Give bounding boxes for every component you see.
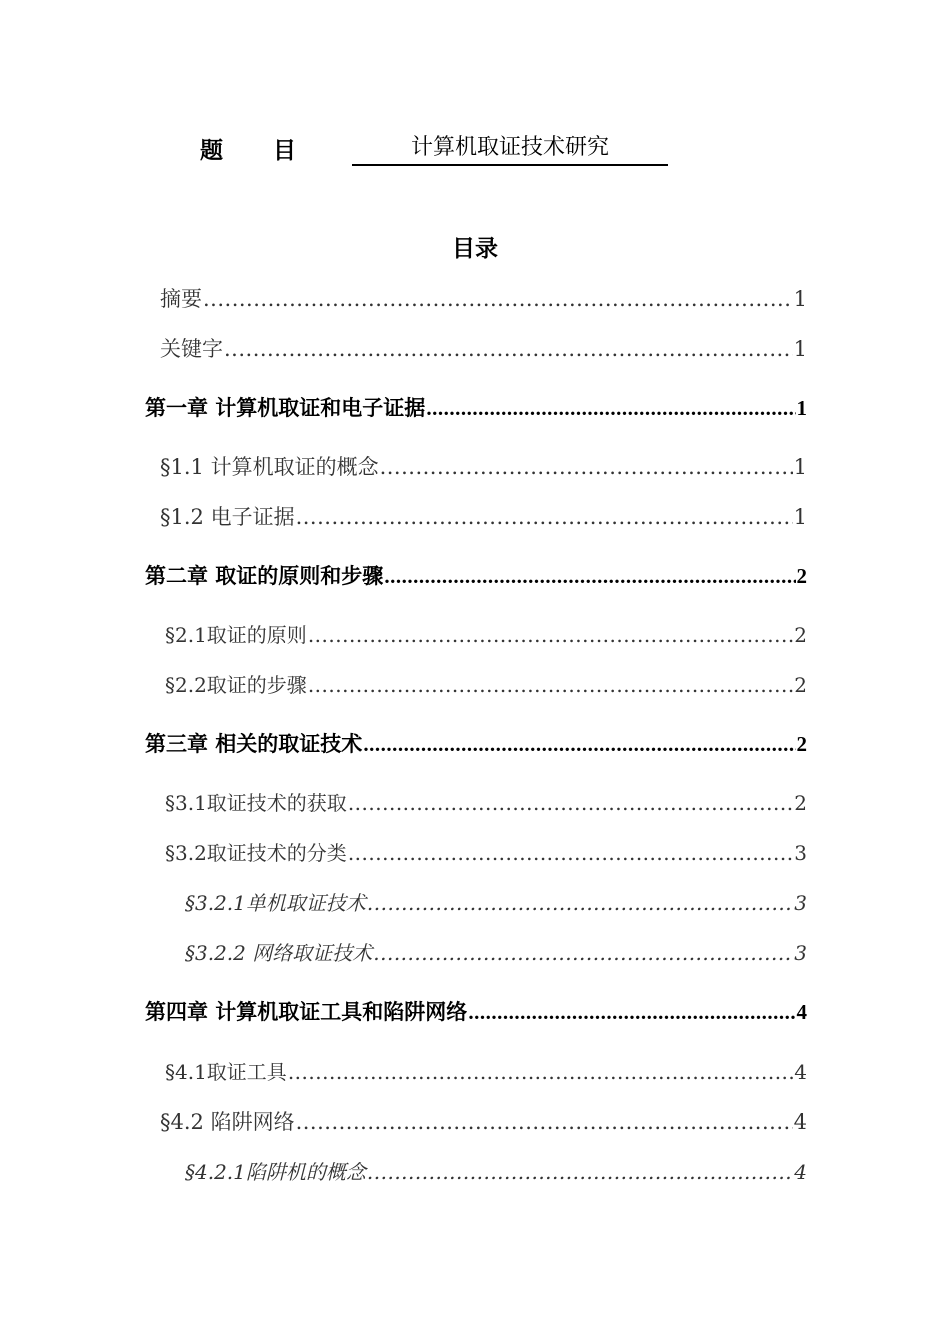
- toc-entry-chapter-1[interactable]: [145, 391, 807, 425]
- toc-entry-text: §4.2.1陷阱机的概念: [185, 1160, 366, 1184]
- title-value: 计算机取证技术研究: [352, 132, 668, 166]
- toc-entry-page: 4: [794, 1160, 807, 1184]
- toc-entry-page: 3: [794, 891, 807, 915]
- toc-entry-section-1-2[interactable]: [160, 500, 807, 534]
- toc-entry-page: 2: [796, 564, 807, 588]
- toc-leader: [308, 668, 793, 702]
- toc-entry-text: 第三章 相关的取证技术: [145, 732, 363, 756]
- title-label: 题目: [200, 138, 346, 164]
- toc-entry-page: 3: [794, 941, 807, 965]
- toc-leader: [308, 618, 793, 652]
- toc-entry-text: §2.2取证的步骤: [165, 673, 307, 697]
- toc-entry-text: §2.1取证的原则: [165, 623, 307, 647]
- toc-leader: [288, 1055, 793, 1089]
- toc-leader: [363, 727, 795, 761]
- toc-leader: [380, 450, 793, 484]
- toc-entry-chapter-3[interactable]: [145, 727, 807, 761]
- toc-entry-page: 2: [794, 673, 807, 697]
- toc-heading: 目录: [452, 236, 498, 262]
- toc-entry-text: §4.1取证工具: [165, 1060, 287, 1084]
- toc-entry-text: §4.2 陷阱网络: [160, 1110, 295, 1134]
- toc-leader: [224, 332, 793, 366]
- toc-entry-abstract[interactable]: [160, 282, 807, 316]
- toc-entry-chapter-4[interactable]: [145, 995, 807, 1029]
- toc-entry-keywords[interactable]: [160, 332, 807, 366]
- toc-entry-page: 1: [796, 396, 807, 420]
- toc-entry-text: 关键字: [160, 337, 223, 361]
- toc-leader: [348, 786, 793, 820]
- toc-entry-text: §3.1取证技术的获取: [165, 791, 347, 815]
- toc-entry-text: §3.2取证技术的分类: [165, 841, 347, 865]
- toc-entry-section-3-2-2[interactable]: [185, 936, 807, 970]
- toc-leader: [348, 836, 793, 870]
- toc-leader: [373, 936, 793, 970]
- toc-leader: [203, 282, 793, 316]
- toc-entry-chapter-2[interactable]: [145, 559, 807, 593]
- toc-entry-section-4-1[interactable]: [165, 1055, 807, 1089]
- toc-entry-page: 1: [793, 337, 807, 361]
- toc-entry-section-3-1[interactable]: [165, 786, 807, 820]
- toc-entry-section-3-2[interactable]: [165, 836, 807, 870]
- toc-entry-text: 第四章 计算机取证工具和陷阱网络: [145, 1000, 468, 1024]
- toc-leader: [384, 559, 795, 593]
- toc-entry-page: 3: [794, 841, 807, 865]
- toc-entry-section-1-1[interactable]: [160, 450, 807, 484]
- toc-entry-section-4-2[interactable]: [160, 1105, 807, 1139]
- title-row: [200, 132, 670, 166]
- toc-entry-page: 2: [796, 732, 807, 756]
- toc-entry-section-2-2[interactable]: [165, 668, 807, 702]
- toc-leader: [367, 886, 793, 920]
- toc-entry-text: §1.2 电子证据: [160, 505, 295, 529]
- toc-entry-section-4-2-1[interactable]: [185, 1155, 807, 1189]
- toc-entry-page: 2: [794, 791, 807, 815]
- toc-entry-text: §1.1 计算机取证的概念: [160, 455, 379, 479]
- toc-entry-page: 4: [794, 1060, 807, 1084]
- toc-entry-page: 1: [793, 455, 807, 479]
- toc-entry-page: 1: [793, 505, 807, 529]
- toc-entry-page: 2: [794, 623, 807, 647]
- toc-entry-section-2-1[interactable]: [165, 618, 807, 652]
- toc-leader: [296, 1105, 793, 1139]
- toc-entry-page: 4: [793, 1110, 807, 1134]
- toc-entry-page: 4: [796, 1000, 807, 1024]
- toc-entry-text: §3.2.2 网络取证技术: [185, 941, 373, 965]
- toc-entry-section-3-2-1[interactable]: [185, 886, 807, 920]
- toc-leader: [468, 995, 795, 1029]
- toc-entry-text: 第二章 取证的原则和步骤: [145, 564, 384, 588]
- toc-leader: [426, 391, 795, 425]
- toc-entry-page: 1: [793, 287, 807, 311]
- toc-entry-text: §3.2.1单机取证技术: [185, 891, 366, 915]
- toc-entry-text: 第一章 计算机取证和电子证据: [145, 396, 426, 420]
- toc-leader: [296, 500, 793, 534]
- toc-entry-text: 摘要: [160, 287, 202, 311]
- toc-leader: [367, 1155, 793, 1189]
